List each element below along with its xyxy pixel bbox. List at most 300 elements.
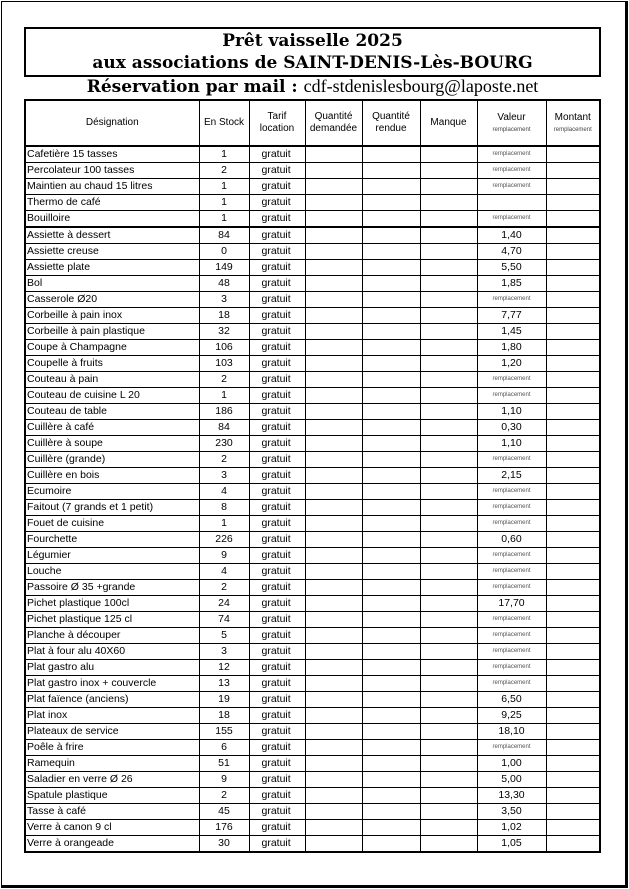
cell-quantite-rendue[interactable]: [362, 452, 420, 468]
cell-montant[interactable]: [546, 388, 600, 404]
cell-valeur: 9,25: [477, 708, 546, 724]
cell-quantite-rendue[interactable]: [362, 404, 420, 420]
cell-tarif: gratuit: [249, 146, 305, 163]
cell-manque[interactable]: [420, 676, 477, 692]
cell-tarif: gratuit: [249, 788, 305, 804]
cell-stock: 149: [199, 260, 249, 276]
cell-designation: Légumier: [25, 548, 199, 564]
cell-montant[interactable]: [546, 612, 600, 628]
cell-quantite-demandee[interactable]: [305, 244, 362, 260]
cell-montant[interactable]: [546, 772, 600, 788]
cell-quantite-demandee[interactable]: [305, 372, 362, 388]
cell-manque[interactable]: [420, 820, 477, 836]
cell-designation: Couteau de table: [25, 404, 199, 420]
cell-manque[interactable]: [420, 468, 477, 484]
cell-quantite-rendue[interactable]: [362, 564, 420, 580]
cell-designation: Ecumoire: [25, 484, 199, 500]
cell-manque[interactable]: [420, 708, 477, 724]
table-row: [25, 163, 600, 179]
cell-quantite-rendue[interactable]: [362, 692, 420, 708]
cell-valeur: remplacement: [477, 179, 546, 195]
cell-quantite-rendue[interactable]: [362, 146, 420, 163]
cell-montant[interactable]: [546, 195, 600, 211]
cell-tarif: gratuit: [249, 340, 305, 356]
cell-quantite-demandee[interactable]: [305, 516, 362, 532]
cell-quantite-rendue[interactable]: [362, 276, 420, 292]
cell-stock: 2: [199, 163, 249, 179]
cell-manque[interactable]: [420, 644, 477, 660]
cell-quantite-demandee[interactable]: [305, 260, 362, 276]
col-header-stock: En Stock: [199, 100, 249, 146]
cell-designation: Casserole Ø20: [25, 292, 199, 308]
reservation-line: [24, 75, 601, 97]
table-row: [25, 500, 600, 516]
cell-quantite-demandee[interactable]: [305, 452, 362, 468]
cell-quantite-demandee[interactable]: [305, 580, 362, 596]
cell-tarif: gratuit: [249, 836, 305, 853]
cell-designation: Plateaux de service: [25, 724, 199, 740]
cell-quantite-demandee[interactable]: [305, 146, 362, 163]
table-row: [25, 468, 600, 484]
cell-manque[interactable]: [420, 804, 477, 820]
cell-quantite-rendue[interactable]: [362, 420, 420, 436]
cell-manque[interactable]: [420, 628, 477, 644]
cell-quantite-rendue[interactable]: [362, 468, 420, 484]
cell-montant[interactable]: [546, 756, 600, 772]
cell-quantite-demandee[interactable]: [305, 211, 362, 228]
cell-stock: 1: [199, 516, 249, 532]
cell-quantite-rendue[interactable]: [362, 244, 420, 260]
cell-valeur: 5,50: [477, 260, 546, 276]
table-row: [25, 836, 600, 853]
cell-montant[interactable]: [546, 804, 600, 820]
cell-quantite-demandee[interactable]: [305, 388, 362, 404]
cell-quantite-demandee[interactable]: [305, 564, 362, 580]
cell-quantite-demandee[interactable]: [305, 804, 362, 820]
cell-manque[interactable]: [420, 179, 477, 195]
cell-manque[interactable]: [420, 532, 477, 548]
cell-manque[interactable]: [420, 836, 477, 853]
cell-manque[interactable]: [420, 227, 477, 244]
cell-quantite-rendue[interactable]: [362, 596, 420, 612]
cell-montant[interactable]: [546, 724, 600, 740]
cell-tarif: gratuit: [249, 468, 305, 484]
cell-stock: 186: [199, 404, 249, 420]
cell-quantite-demandee[interactable]: [305, 195, 362, 211]
cell-manque[interactable]: [420, 146, 477, 163]
cell-montant[interactable]: [546, 580, 600, 596]
cell-manque[interactable]: [420, 420, 477, 436]
cell-quantite-demandee[interactable]: [305, 772, 362, 788]
cell-designation: Planche à découper: [25, 628, 199, 644]
cell-valeur: remplacement: [477, 580, 546, 596]
cell-stock: 2: [199, 452, 249, 468]
cell-quantite-rendue[interactable]: [362, 484, 420, 500]
cell-tarif: gratuit: [249, 404, 305, 420]
cell-quantite-rendue[interactable]: [362, 724, 420, 740]
cell-stock: 1: [199, 211, 249, 228]
cell-quantite-demandee[interactable]: [305, 820, 362, 836]
cell-montant[interactable]: [546, 660, 600, 676]
cell-stock: 45: [199, 804, 249, 820]
cell-quantite-rendue[interactable]: [362, 772, 420, 788]
cell-quantite-rendue[interactable]: [362, 708, 420, 724]
cell-quantite-rendue[interactable]: [362, 388, 420, 404]
cell-valeur: remplacement: [477, 388, 546, 404]
cell-montant[interactable]: [546, 484, 600, 500]
cell-tarif: gratuit: [249, 628, 305, 644]
cell-quantite-demandee[interactable]: [305, 324, 362, 340]
cell-quantite-rendue[interactable]: [362, 676, 420, 692]
cell-quantite-demandee[interactable]: [305, 628, 362, 644]
cell-montant[interactable]: [546, 372, 600, 388]
cell-manque[interactable]: [420, 324, 477, 340]
cell-tarif: gratuit: [249, 163, 305, 179]
cell-quantite-rendue[interactable]: [362, 436, 420, 452]
cell-quantite-demandee[interactable]: [305, 163, 362, 179]
cell-tarif: gratuit: [249, 260, 305, 276]
cell-tarif: gratuit: [249, 804, 305, 820]
cell-quantite-demandee[interactable]: [305, 644, 362, 660]
cell-valeur: 2,15: [477, 468, 546, 484]
cell-quantite-rendue[interactable]: [362, 227, 420, 244]
cell-quantite-demandee[interactable]: [305, 276, 362, 292]
table-row: [25, 612, 600, 628]
table-row: [25, 179, 600, 195]
cell-quantite-demandee[interactable]: [305, 676, 362, 692]
cell-montant[interactable]: [546, 292, 600, 308]
cell-quantite-demandee[interactable]: [305, 340, 362, 356]
cell-montant[interactable]: [546, 788, 600, 804]
cell-manque[interactable]: [420, 772, 477, 788]
cell-stock: 1: [199, 179, 249, 195]
table-row: [25, 804, 600, 820]
cell-montant[interactable]: [546, 340, 600, 356]
cell-valeur: remplacement: [477, 548, 546, 564]
cell-manque[interactable]: [420, 500, 477, 516]
cell-stock: 1: [199, 388, 249, 404]
cell-quantite-rendue[interactable]: [362, 836, 420, 853]
cell-montant[interactable]: [546, 708, 600, 724]
cell-manque[interactable]: [420, 211, 477, 228]
cell-quantite-rendue[interactable]: [362, 548, 420, 564]
cell-quantite-rendue[interactable]: [362, 179, 420, 195]
cell-quantite-rendue[interactable]: [362, 804, 420, 820]
cell-quantite-demandee[interactable]: [305, 788, 362, 804]
cell-quantite-rendue[interactable]: [362, 820, 420, 836]
cell-montant[interactable]: [546, 468, 600, 484]
cell-manque[interactable]: [420, 436, 477, 452]
table-row: [25, 420, 600, 436]
table-row: [25, 676, 600, 692]
cell-manque[interactable]: [420, 724, 477, 740]
cell-quantite-demandee[interactable]: [305, 532, 362, 548]
cell-montant[interactable]: [546, 227, 600, 244]
table-row: [25, 340, 600, 356]
cell-stock: 106: [199, 340, 249, 356]
cell-valeur: remplacement: [477, 372, 546, 388]
cell-manque[interactable]: [420, 260, 477, 276]
cell-valeur: 1,40: [477, 227, 546, 244]
cell-designation: Passoire Ø 35 +grande: [25, 580, 199, 596]
cell-manque[interactable]: [420, 580, 477, 596]
cell-stock: 32: [199, 324, 249, 340]
cell-montant[interactable]: [546, 179, 600, 195]
cell-tarif: gratuit: [249, 676, 305, 692]
cell-valeur: 1,05: [477, 836, 546, 853]
table-row: [25, 708, 600, 724]
cell-quantite-rendue[interactable]: [362, 324, 420, 340]
cell-quantite-rendue[interactable]: [362, 788, 420, 804]
cell-valeur: remplacement: [477, 564, 546, 580]
cell-montant[interactable]: [546, 356, 600, 372]
cell-montant[interactable]: [546, 452, 600, 468]
cell-designation: Fouet de cuisine: [25, 516, 199, 532]
cell-valeur: 1,85: [477, 276, 546, 292]
cell-quantite-demandee[interactable]: [305, 500, 362, 516]
cell-montant[interactable]: [546, 404, 600, 420]
table-row: [25, 772, 600, 788]
cell-tarif: gratuit: [249, 644, 305, 660]
cell-quantite-rendue[interactable]: [362, 195, 420, 211]
cell-manque[interactable]: [420, 516, 477, 532]
cell-stock: 3: [199, 468, 249, 484]
cell-designation: Plat à four alu 40X60: [25, 644, 199, 660]
cell-tarif: gratuit: [249, 420, 305, 436]
table-row: [25, 372, 600, 388]
cell-stock: 2: [199, 580, 249, 596]
cell-manque[interactable]: [420, 340, 477, 356]
cell-designation: Corbeille à pain inox: [25, 308, 199, 324]
cell-manque[interactable]: [420, 244, 477, 260]
cell-tarif: gratuit: [249, 548, 305, 564]
table-row: [25, 644, 600, 660]
table-row: [25, 244, 600, 260]
cell-valeur: 7,77: [477, 308, 546, 324]
table-header-row: [25, 100, 600, 146]
cell-quantite-demandee[interactable]: [305, 227, 362, 244]
cell-manque[interactable]: [420, 564, 477, 580]
cell-manque[interactable]: [420, 452, 477, 468]
cell-manque[interactable]: [420, 740, 477, 756]
cell-quantite-rendue[interactable]: [362, 372, 420, 388]
cell-manque[interactable]: [420, 404, 477, 420]
cell-tarif: gratuit: [249, 724, 305, 740]
cell-valeur: 4,70: [477, 244, 546, 260]
cell-manque[interactable]: [420, 596, 477, 612]
cell-quantite-demandee[interactable]: [305, 468, 362, 484]
table-row: [25, 692, 600, 708]
cell-quantite-rendue[interactable]: [362, 740, 420, 756]
cell-quantite-rendue[interactable]: [362, 516, 420, 532]
cell-montant[interactable]: [546, 324, 600, 340]
table-body: [25, 146, 600, 852]
cell-designation: Assiette plate: [25, 260, 199, 276]
reservation-email-link[interactable]: cdf-stdenislesbourg@laposte.net: [303, 76, 539, 96]
cell-quantite-demandee[interactable]: [305, 612, 362, 628]
cell-montant[interactable]: [546, 564, 600, 580]
cell-quantite-rendue[interactable]: [362, 500, 420, 516]
cell-quantite-demandee[interactable]: [305, 660, 362, 676]
cell-designation: Louche: [25, 564, 199, 580]
cell-manque[interactable]: [420, 163, 477, 179]
cell-montant[interactable]: [546, 548, 600, 564]
cell-montant[interactable]: [546, 163, 600, 179]
cell-stock: 226: [199, 532, 249, 548]
cell-designation: Maintien au chaud 15 litres: [25, 179, 199, 195]
cell-tarif: gratuit: [249, 500, 305, 516]
cell-quantite-demandee[interactable]: [305, 692, 362, 708]
cell-montant[interactable]: [546, 628, 600, 644]
cell-montant[interactable]: [546, 420, 600, 436]
cell-montant[interactable]: [546, 308, 600, 324]
cell-quantite-demandee[interactable]: [305, 179, 362, 195]
cell-quantite-rendue[interactable]: [362, 356, 420, 372]
cell-montant[interactable]: [546, 500, 600, 516]
cell-montant[interactable]: [546, 820, 600, 836]
cell-quantite-demandee[interactable]: [305, 356, 362, 372]
table-row: [25, 356, 600, 372]
cell-designation: Coupelle à fruits: [25, 356, 199, 372]
cell-montant[interactable]: [546, 211, 600, 228]
cell-quantite-rendue[interactable]: [362, 644, 420, 660]
cell-tarif: gratuit: [249, 596, 305, 612]
cell-valeur: remplacement: [477, 163, 546, 179]
cell-tarif: gratuit: [249, 612, 305, 628]
cell-quantite-rendue[interactable]: [362, 628, 420, 644]
cell-stock: 176: [199, 820, 249, 836]
cell-montant[interactable]: [546, 516, 600, 532]
cell-tarif: gratuit: [249, 372, 305, 388]
cell-designation: Fourchette: [25, 532, 199, 548]
cell-montant[interactable]: [546, 644, 600, 660]
cell-manque[interactable]: [420, 788, 477, 804]
table-row: [25, 436, 600, 452]
cell-quantite-rendue[interactable]: [362, 756, 420, 772]
cell-valeur: remplacement: [477, 484, 546, 500]
cell-quantite-demandee[interactable]: [305, 420, 362, 436]
cell-tarif: gratuit: [249, 692, 305, 708]
cell-tarif: gratuit: [249, 356, 305, 372]
cell-quantite-rendue[interactable]: [362, 532, 420, 548]
cell-quantite-demandee[interactable]: [305, 484, 362, 500]
cell-manque[interactable]: [420, 548, 477, 564]
loan-table: [24, 99, 601, 853]
cell-quantite-demandee[interactable]: [305, 436, 362, 452]
cell-quantite-rendue[interactable]: [362, 292, 420, 308]
cell-stock: 74: [199, 612, 249, 628]
cell-tarif: gratuit: [249, 708, 305, 724]
cell-valeur: 1,00: [477, 756, 546, 772]
cell-manque[interactable]: [420, 292, 477, 308]
cell-valeur: remplacement: [477, 628, 546, 644]
cell-tarif: gratuit: [249, 756, 305, 772]
cell-quantite-demandee[interactable]: [305, 756, 362, 772]
cell-montant[interactable]: [546, 740, 600, 756]
cell-designation: Bouilloire: [25, 211, 199, 228]
cell-valeur: 17,70: [477, 596, 546, 612]
cell-tarif: gratuit: [249, 276, 305, 292]
cell-stock: 84: [199, 227, 249, 244]
cell-stock: 155: [199, 724, 249, 740]
cell-manque[interactable]: [420, 195, 477, 211]
cell-quantite-rendue[interactable]: [362, 260, 420, 276]
cell-quantite-demandee[interactable]: [305, 404, 362, 420]
cell-quantite-demandee[interactable]: [305, 548, 362, 564]
cell-quantite-demandee[interactable]: [305, 292, 362, 308]
cell-manque[interactable]: [420, 276, 477, 292]
cell-quantite-demandee[interactable]: [305, 708, 362, 724]
cell-manque[interactable]: [420, 756, 477, 772]
cell-quantite-demandee[interactable]: [305, 740, 362, 756]
cell-montant[interactable]: [546, 532, 600, 548]
cell-manque[interactable]: [420, 692, 477, 708]
cell-quantite-rendue[interactable]: [362, 211, 420, 228]
cell-quantite-rendue[interactable]: [362, 308, 420, 324]
cell-tarif: gratuit: [249, 740, 305, 756]
cell-manque[interactable]: [420, 484, 477, 500]
cell-quantite-rendue[interactable]: [362, 660, 420, 676]
col-header-manque: Manque: [420, 100, 477, 146]
col-header-quantite-rendue: Quantité rendue: [362, 100, 420, 146]
cell-montant[interactable]: [546, 244, 600, 260]
cell-montant[interactable]: [546, 260, 600, 276]
col-header-quantite-demandee: Quantité demandée: [305, 100, 362, 146]
cell-montant[interactable]: [546, 836, 600, 853]
cell-montant[interactable]: [546, 692, 600, 708]
cell-designation: Pichet plastique 125 cl: [25, 612, 199, 628]
table-row: [25, 308, 600, 324]
cell-quantite-rendue[interactable]: [362, 612, 420, 628]
cell-valeur: remplacement: [477, 211, 546, 228]
cell-manque[interactable]: [420, 356, 477, 372]
cell-montant[interactable]: [546, 596, 600, 612]
cell-manque[interactable]: [420, 612, 477, 628]
cell-valeur: remplacement: [477, 612, 546, 628]
cell-quantite-demandee[interactable]: [305, 724, 362, 740]
table-row: [25, 484, 600, 500]
cell-manque[interactable]: [420, 308, 477, 324]
cell-quantite-rendue[interactable]: [362, 580, 420, 596]
cell-quantite-demandee[interactable]: [305, 596, 362, 612]
cell-valeur: 3,50: [477, 804, 546, 820]
cell-valeur: 1,10: [477, 436, 546, 452]
cell-manque[interactable]: [420, 372, 477, 388]
cell-montant[interactable]: [546, 276, 600, 292]
cell-tarif: gratuit: [249, 244, 305, 260]
cell-valeur: remplacement: [477, 740, 546, 756]
col-header-tarif: Tarif location: [249, 100, 305, 146]
table-row: [25, 260, 600, 276]
cell-stock: 8: [199, 500, 249, 516]
cell-tarif: gratuit: [249, 580, 305, 596]
cell-montant[interactable]: [546, 436, 600, 452]
cell-tarif: gratuit: [249, 564, 305, 580]
cell-manque[interactable]: [420, 388, 477, 404]
cell-valeur: 0,30: [477, 420, 546, 436]
cell-quantite-rendue[interactable]: [362, 340, 420, 356]
cell-stock: 1: [199, 195, 249, 211]
cell-montant[interactable]: [546, 676, 600, 692]
cell-montant[interactable]: [546, 146, 600, 163]
cell-tarif: gratuit: [249, 452, 305, 468]
cell-quantite-demandee[interactable]: [305, 836, 362, 853]
cell-quantite-rendue[interactable]: [362, 163, 420, 179]
cell-stock: 9: [199, 548, 249, 564]
cell-quantite-demandee[interactable]: [305, 308, 362, 324]
cell-manque[interactable]: [420, 660, 477, 676]
table-row: [25, 388, 600, 404]
